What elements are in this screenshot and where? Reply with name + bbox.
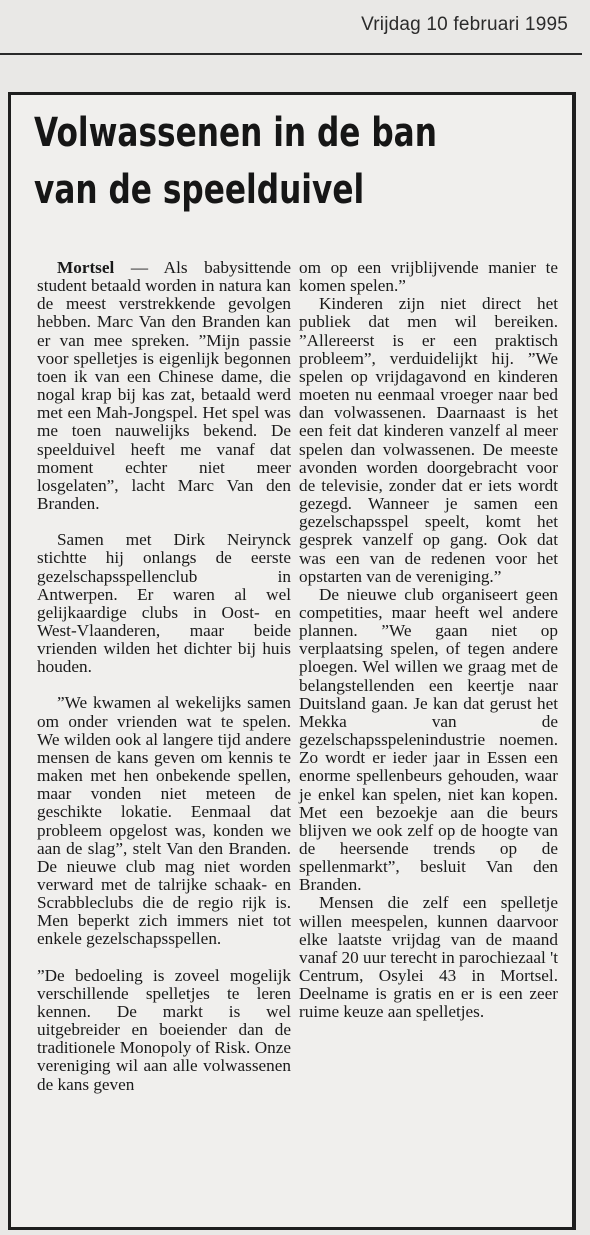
paragraph-8: Mensen die zelf een spelletje willen meespelen, kunnen daarvoor elke laatste vrijdag van de maand vanaf 20 uur terecht in parochiezaal 't Centrum, Osylei 43 in Mortsel. Deelname is gratis en er is een zeer ruime keuze aan spelletjes. [299, 893, 558, 1022]
issue-date: Vrijdag 10 februari 1995 [361, 14, 568, 35]
article-headline [34, 105, 440, 219]
paragraph-5: om op een vrijblijvende manier te komen spelen.” [299, 258, 558, 296]
article-frame [8, 92, 576, 1230]
headline-line-2: van de speelduivel [34, 167, 365, 213]
headline-line-1: Volwassenen in de ban [34, 110, 437, 156]
paragraph-1 [37, 259, 291, 513]
paragraph-3: ”We kwamen al wekelijks samen om onder vrienden wat te spelen. We wilden ook al langere tijd andere mensen de kans geven om kennis te maken met hen onbekende spellen, maar vonden niet meteen de geschikte lokatie. Eenmaal dat probleem opgelost was, konden we aan de slag”, stelt Van den Branden. De nieuwe club mag niet worden verward met de talrijke schaak- en Scrabbleclubs die de regio rijk is. Men beperkt zich immers niet tot enkele gezelschapsspellen. [37, 693, 291, 949]
article-column-right [299, 259, 558, 1022]
header-rule [0, 53, 582, 55]
paragraph-4: ”De bedoeling is zoveel mogelijk verschillende spelletjes te leren kennen. De markt is wel uitgebreider en boeiender dan de traditionele Monopoly of Risk. Onze vereniging wil aan alle volwassenen de kans geven [37, 965, 291, 1094]
article-column-left [37, 259, 291, 1094]
paragraph-7: De nieuwe club organiseert geen competities, maar heeft wel andere plannen. ”We gaan niet op verplaatsing spelen, of tegen andere ploegen. Wel willen we graag met de belangstellenden een keertje naar Duitsland gaan. Je kan dat gerust het Mekka van de gezelschapsspelenindustrie noemen. Zo wordt er ieder jaar in Essen een enorme spellenbeurs gehouden, waar je enkel kan spelen, niet kan kopen. Met een bezoekje aan die beurs blijven we ook zelf op de hoogte van de heersende trends op de spellenmarkt”, besluit Van den Branden. [299, 584, 558, 895]
paragraph-1-text: — Als babysittende student betaald worden in natura kan de meest verstrekkende gevolgen hebben. Marc Van den Branden kan er van mee spreken. ”Mijn passie voor spelletjes is eigenlijk begonnen toen ik van een Chinese dame, die nogal krap bij kas zat, betaald werd met een Mah-Jongspel. Het spel was me toen nauwelijks bekend. De speelduivel heeft me vanaf dat moment echter niet meer losgelaten”, lacht Marc Van den Branden. [37, 258, 291, 514]
paragraph-2: Samen met Dirk Neirynck stichtte hij onlangs de eerste gezelschapsspellenclub in Antwerpen. Er waren al wel gelijkaardige clubs in Oost- en West-Vlaanderen, maar beide vrienden wilden het dichter bij huis houden. [37, 530, 291, 677]
paragraph-6: Kinderen zijn niet direct het publiek dat men wil bereiken. ”Allereerst is er een praktisch probleem”, verduidelijkt hij. ”We spelen op vrijdagavond en kinderen moeten nu eenmaal vroeger naar bed dan volwassenen. Daarnaast is het een feit dat kinderen vanzelf al meer spelen dan volwassenen. De meeste avonden worden doorgebracht voor de televisie, zonder dat er iets wordt gezegd. Wanneer je samen een gezelschapsspel speelt, komt het gesprek vanzelf op gang. Ook dat was een van de redenen voor het opstarten van de vereniging.” [299, 294, 558, 586]
dateline-place: Mortsel [57, 258, 115, 277]
